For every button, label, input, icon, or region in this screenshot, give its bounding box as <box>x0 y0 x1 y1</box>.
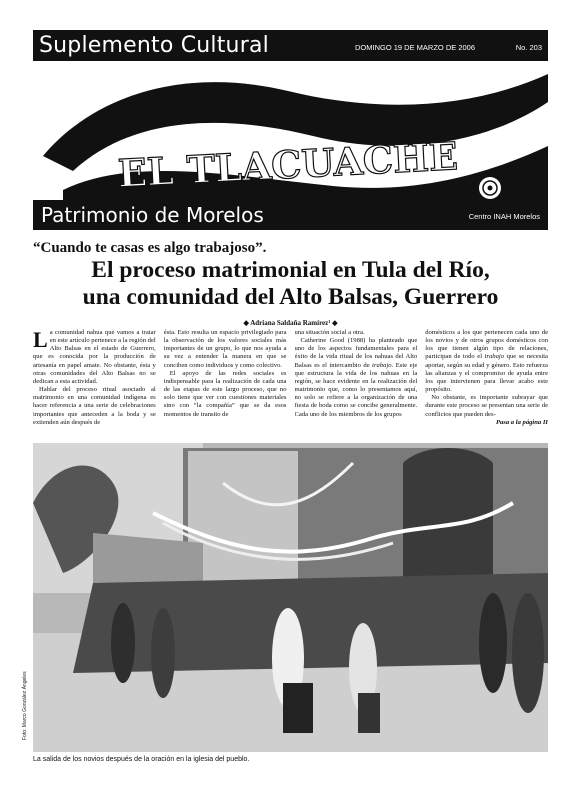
photo-caption: La salida de los novios después de la oración en la iglesia del pueblo. <box>33 756 250 763</box>
paragraph: No obstante, es importante subrayar que durante este proceso se presentan una serie de conflictos que pueden des- <box>425 394 548 418</box>
masthead-footer-bar <box>33 200 548 230</box>
issue-number: No. 203 <box>515 43 542 52</box>
wedding-procession-image <box>33 443 548 752</box>
article-column-1 <box>33 329 156 441</box>
paragraph: La comunidad nahua que vamos a tratar en este artículo pertenece a la región del Alto Balsas en el estado de Guerrero, que es conocida por la producción de artesanía en papel amate. No obstante, ésta y otras comunidades del Alto Balsas no se dedican a esta actividad. <box>33 329 156 385</box>
paragraph: Catherine Good (1988) ha planteado que uno de los aspectos fundamentales para el éxito de la vida ritual de los nahuas del Alto Balsas es el intercambio de trabajo. Este eje que estructura la vida de los nahuas en la región, se hace evidente en la realización del matrimonio que, como lo presentamos aquí, no solo se refiere a la organización de una fiesta de boda como se concibe generalmente. Cada uno de los miembros de los grupos <box>294 337 418 418</box>
paragraph: una situación social a otra. <box>294 329 365 336</box>
article-column-4 <box>425 329 548 441</box>
paragraph: domésticos a los que pertenecen cada uno de los novios y de otros grupos domésticos con los que tienen algún tipo de relaciones, participan de todo el trabajo que se necesita aportar, según su edad y género. Esto refuerza las alianzas y el compromiso de ayuda entre los que intervienen para llevar acabo este propósito. <box>425 329 548 394</box>
headline-line-1: El proceso matrimonial en Tula del Río, <box>91 257 490 283</box>
paragraph: El apoyo de las redes sociales es indispensable para la realización de cada una de las etapas de este largo proceso, que no solo tiene que ver con cuestiones materiales sino con “la compañía” que se da esos momentos de transito de <box>163 369 287 418</box>
supplement-title: Suplemento Cultural <box>39 33 269 58</box>
article-column-2 <box>164 329 287 441</box>
article-kicker: “Cuando te casas es algo trabajoso”. <box>33 240 267 256</box>
article-body <box>33 329 548 441</box>
article-column-3 <box>295 329 418 441</box>
supplement-header-bar <box>33 30 548 61</box>
article-byline: ◆ Adriana Saldaña Ramírez¹ ◆ <box>243 319 338 327</box>
headline-line-2: una comunidad del Alto Balsas, Guerrero <box>82 284 499 310</box>
article-photo <box>33 443 548 752</box>
photo-credit: Foto: Marco González Ángeles <box>22 671 28 740</box>
article-headline <box>33 257 548 311</box>
paragraph: ésta. Esto resulta un espacio privilegiado para la observación de los valores sociales más importantes de un grupo, lo que nos ayuda a su vez a entender la manera en que se conciben como individuos y como colectivo. <box>163 329 287 369</box>
issue-date: DOMINGO 19 DE MARZO DE 2006 <box>355 43 476 52</box>
masthead-title: EL TLACUACHE <box>116 133 459 196</box>
masthead-subtitle: Patrimonio de Morelos <box>41 203 264 227</box>
paragraph: Hablar del proceso ritual asociado al matrimonio en una comunidad indígena es hacer referencia a una serie de celebraciones importantes que anteceden a la boda y se extienden aún después de <box>33 386 156 426</box>
drop-cap: L <box>33 329 48 352</box>
continued-link[interactable]: Pasa a la página II <box>495 418 548 426</box>
publisher-name: Centro INAH Morelos <box>468 212 540 221</box>
